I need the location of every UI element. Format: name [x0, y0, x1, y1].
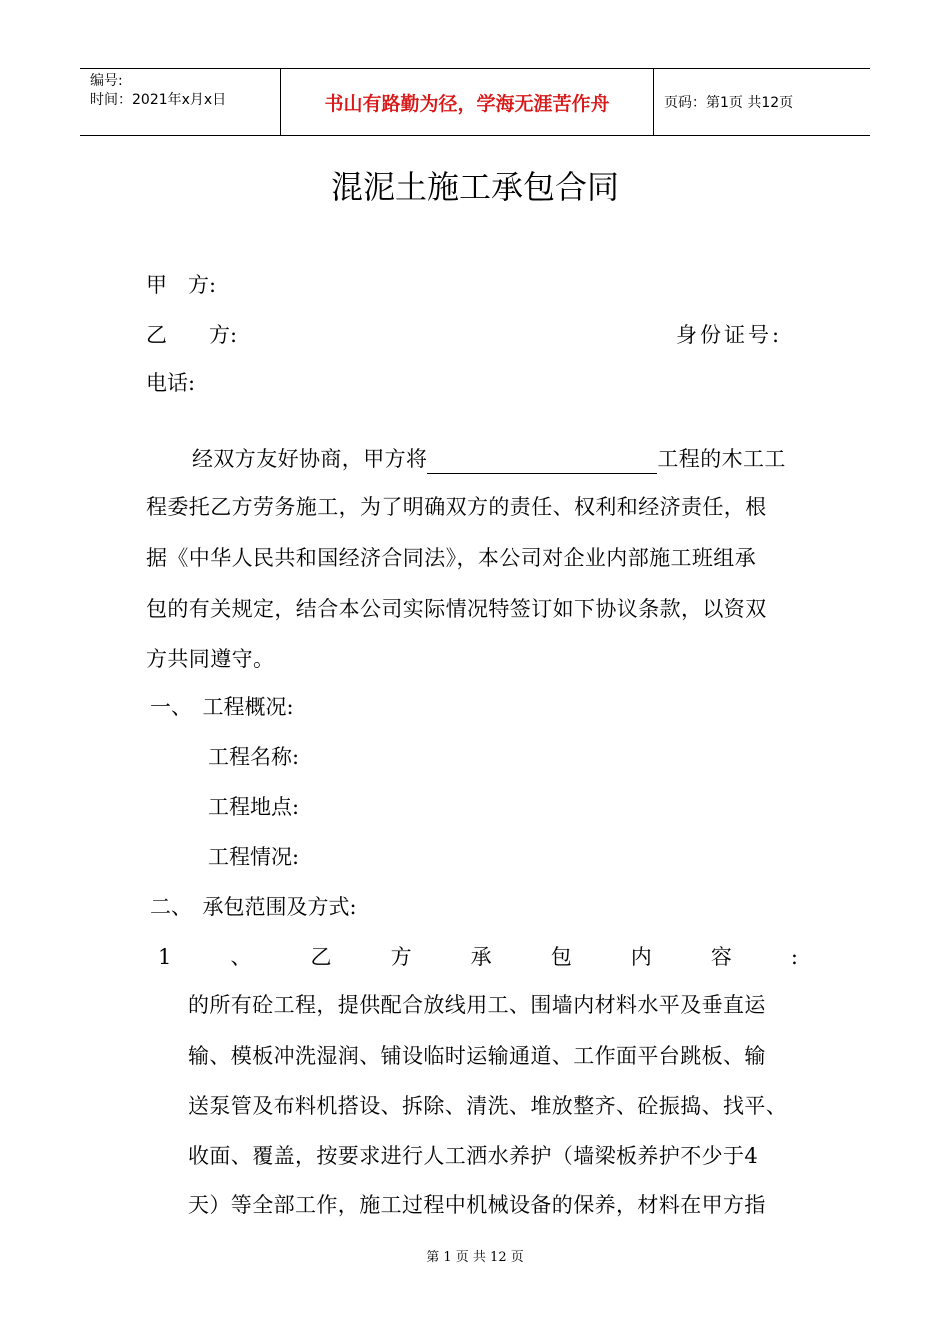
intro-line-4: 包的有关规定，结合本公司实际情况特签订如下协议条款，以资双 — [146, 597, 767, 621]
serial-label: 编号: — [90, 73, 123, 89]
item-1-char: 包 — [550, 945, 572, 969]
project-name-label: 工程名称: — [208, 745, 300, 769]
scope-line-5: 天）等全部工作，施工过程中机械设备的保养，材料在甲方指 — [188, 1193, 766, 1217]
scope-line-4: 收面、覆盖，按要求进行人工洒水养护（墙梁板养护不少于4 — [188, 1144, 759, 1168]
page-footer: 第 1 页 共 12 页 — [426, 1250, 524, 1265]
party-b-label: 乙 方: — [146, 323, 238, 347]
item-1-char: : — [790, 945, 798, 969]
party-a-label: 甲 方: — [146, 273, 217, 297]
intro-line-3: 据《中华人民共和国经济合同法》，本公司对企业内部施工班组承 — [146, 546, 757, 570]
document-header — [80, 68, 870, 136]
section-2-heading: 二、 承包范围及方式: — [150, 895, 357, 919]
phone-label: 电话: — [146, 371, 196, 395]
item-1-char: 容 — [710, 945, 732, 969]
project-location-label: 工程地点: — [208, 795, 300, 819]
item-1-char: 、 — [230, 945, 252, 969]
id-number-label: 身份证号: — [676, 323, 783, 347]
intro-line-2: 程委托乙方劳务施工，为了明确双方的责任、权利和经济责任，根 — [146, 495, 767, 519]
item-1-heading — [158, 942, 798, 972]
time-label: 时间：2021年x月x日 — [90, 92, 227, 108]
intro-line-1 — [192, 444, 852, 474]
header-page-info: 页码：第1页 共12页 — [664, 95, 794, 111]
item-1-char: 方 — [390, 945, 412, 969]
intro-line-1-start: 经双方友好协商，甲方将 — [192, 447, 428, 471]
scope-line-1: 的所有砼工程，提供配合放线用工、围墙内材料水平及垂直运 — [188, 993, 766, 1017]
item-1-char: 乙 — [310, 945, 332, 969]
project-name-blank — [427, 451, 657, 474]
item-1-char: 内 — [630, 945, 652, 969]
item-1-char: 承 — [470, 945, 492, 969]
project-status-label: 工程情况: — [208, 845, 300, 869]
scope-line-3: 送泵管及布料机搭设、拆除、清洗、堆放整齐、砼振捣、找平、 — [188, 1094, 788, 1118]
section-1-heading: 一、 工程概况: — [150, 695, 294, 719]
item-1-char: 1 — [158, 945, 172, 969]
intro-line-1-end: 工程的木工工 — [657, 447, 786, 471]
intro-line-5: 方共同遵守。 — [146, 647, 275, 671]
scope-line-2: 输、模板冲洗湿润、铺设临时运输通道、工作面平台跳板、输 — [188, 1044, 766, 1068]
header-motto: 书山有路勤为径，学海无涯苦作舟 — [281, 69, 654, 135]
document-title: 混泥土施工承包合同 — [330, 168, 619, 206]
header-meta-cell — [80, 69, 281, 135]
